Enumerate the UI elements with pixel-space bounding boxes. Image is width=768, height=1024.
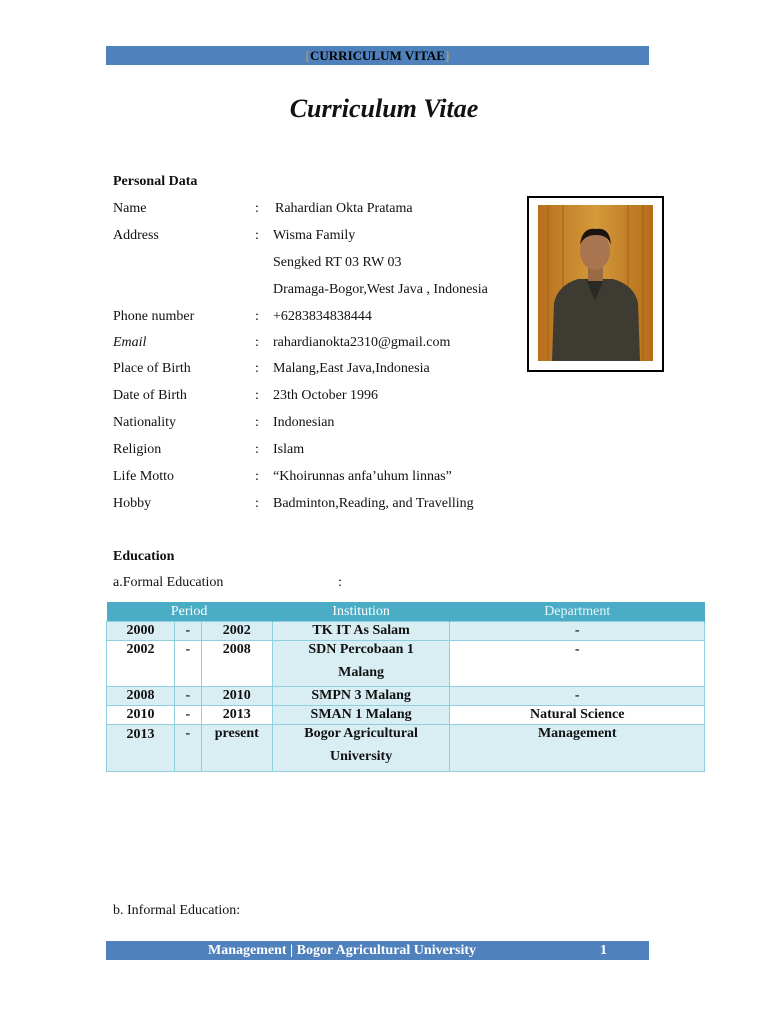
period-dash: - [174, 725, 201, 772]
period-start: 2010 [107, 706, 175, 725]
label-nationality: Nationality [113, 415, 176, 430]
period-start: 2000 [107, 622, 175, 641]
value-religion: Islam [273, 442, 305, 457]
value-email: rahardianokta2310@gmail.com [273, 335, 451, 350]
period-dash: - [174, 687, 201, 706]
colon: : [255, 228, 259, 243]
header-period: Period [107, 602, 273, 622]
label-name: Name [113, 201, 147, 216]
colon: : [255, 496, 259, 511]
footer-bar [106, 941, 649, 960]
value-date-of-birth: 23th October 1996 [273, 388, 378, 403]
colon: : [255, 415, 259, 430]
value-life-motto: “Khoirunnas anfa’uhum linnas” [273, 469, 452, 484]
value-phone: +6283834838444 [273, 309, 372, 324]
value-place-of-birth: Malang,East Java,Indonesia [273, 361, 430, 376]
value-nationality: Indonesian [273, 415, 335, 430]
header-bracket-left: [ [305, 48, 311, 63]
label-life-motto: Life Motto [113, 469, 175, 484]
table-row [107, 622, 705, 641]
formal-education-colon: : [338, 575, 342, 590]
table-row [107, 706, 705, 725]
informal-education-label: b. Informal Education: [113, 903, 241, 918]
institution-line1: Bogor Agricultural [304, 726, 418, 741]
label-email: Email [113, 335, 147, 350]
header-department: Department [450, 602, 705, 622]
education-heading: Education [113, 549, 175, 564]
institution-line2: Malang [338, 665, 385, 680]
colon: : [255, 335, 259, 350]
profile-photo [527, 196, 664, 372]
period-end: present [201, 725, 272, 772]
document-title: Curriculum Vitae [289, 94, 479, 123]
period-start: 2013 [107, 725, 175, 772]
header-bar [106, 46, 649, 65]
table-row [107, 725, 705, 772]
period-dash: - [174, 622, 201, 641]
label-hobby: Hobby [113, 496, 152, 511]
formal-education-label: a.Formal Education [113, 575, 224, 590]
period-dash: - [174, 641, 201, 687]
value-hobby: Badminton,Reading, and Travelling [273, 496, 474, 511]
table-row [107, 687, 705, 706]
institution: TK IT As Salam [272, 622, 450, 641]
table-header-row [107, 602, 705, 622]
period-start: 2002 [107, 641, 175, 687]
institution-line1: SDN Percobaan 1 [308, 642, 414, 657]
label-place-of-birth: Place of Birth [113, 361, 191, 376]
institution: SMPN 3 Malang [272, 687, 450, 706]
department: - [450, 622, 705, 641]
label-phone: Phone number [113, 309, 195, 324]
footer-text: Management | Bogor Agricultural University [208, 943, 477, 958]
colon: : [255, 361, 259, 376]
value-name: Rahardian Okta Pratama [275, 201, 413, 216]
value-address-line1: Wisma Family [273, 228, 356, 243]
period-dash: - [174, 706, 201, 725]
header-institution: Institution [272, 602, 450, 622]
value-address-line2: Sengked RT 03 RW 03 [273, 255, 402, 270]
header-title: CURRICULUM VITAE [310, 48, 445, 63]
period-end: 2010 [201, 687, 272, 706]
colon: : [255, 469, 259, 484]
institution [272, 725, 450, 772]
institution: SMAN 1 Malang [272, 706, 450, 725]
header-bracket-right: ] [444, 48, 450, 63]
institution-line2: University [330, 749, 393, 764]
colon: : [255, 201, 259, 216]
period-start: 2008 [107, 687, 175, 706]
personal-data-heading: Personal Data [113, 174, 198, 189]
label-address: Address [113, 228, 159, 243]
period-end: 2013 [201, 706, 272, 725]
institution [272, 641, 450, 687]
colon: : [255, 309, 259, 324]
colon: : [255, 388, 259, 403]
table-row [107, 641, 705, 687]
department: - [450, 687, 705, 706]
period-end: 2002 [201, 622, 272, 641]
department: - [450, 641, 705, 687]
colon: : [255, 442, 259, 457]
department: Natural Science [450, 706, 705, 725]
department: Management [450, 725, 705, 772]
person-portrait-icon [538, 205, 653, 361]
education-table [106, 602, 705, 772]
period-end: 2008 [201, 641, 272, 687]
label-religion: Religion [113, 442, 162, 457]
label-date-of-birth: Date of Birth [113, 388, 187, 403]
value-address-line3: Dramaga-Bogor,West Java , Indonesia [273, 282, 488, 297]
page-number: 1 [600, 943, 607, 958]
